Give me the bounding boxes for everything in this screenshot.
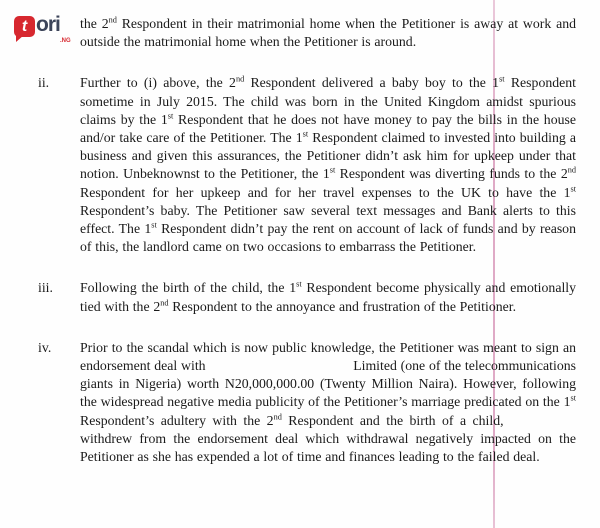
speech-bubble-icon xyxy=(14,16,35,37)
paragraph-iv xyxy=(38,339,576,466)
paragraph-iii xyxy=(38,279,576,315)
paragraph-text: the 2nd Respondent in their matrimonial home when the Petitioner is away at work and outside the matrimonial home when the Petitioner is around. xyxy=(80,15,576,50)
logo-glyph: t xyxy=(21,18,28,35)
paragraph-text xyxy=(80,339,576,466)
paragraph-ii xyxy=(38,74,576,256)
list-marker: ii. xyxy=(38,75,50,91)
paragraph-continuation xyxy=(38,15,576,51)
list-marker: iii. xyxy=(38,280,53,296)
logo-suffix: .NG xyxy=(60,38,71,44)
document-body xyxy=(38,15,576,489)
redaction-gap xyxy=(209,369,349,370)
paragraph-segment: withdrew from the endorsement deal which withdrawal negatively impacted on the Petitioner as she has expended a lot of time and finances leading to the failed deal. xyxy=(80,430,576,465)
logo-text: ori xyxy=(36,13,60,36)
redaction-gap xyxy=(510,424,576,425)
paragraph-segment: Limited (one of the telecommunications giants in Nigeria) worth N20,000,000.00 (Twenty Million Naira). However, following the widespread negative media publicity of the Petitioner’s marriage predicated on the 1st Respondent’s adultery with the 2nd Respondent and the birth of a child, xyxy=(80,358,577,428)
paragraph-text: Further to (i) above, the 2nd Respondent delivered a baby boy to the 1st Respondent sometime in July 2015. The child was born in the United Kingdom amidst spurious claims by the 1st Respondent that he does not have money to pay the bills in the house and/or take care of the Petitioner. The 1st Respondent claimed to invested into building a business and given this assurances, the Petitioner didn’t ask him for upkeep under that notion. Unbeknownst to the Petitioner, the 1st Respondent was diverting funds to the 2nd Respondent for her upkeep and for her travel expenses to the UK to have the 1st Respondent’s baby. The Petitioner saw several text messages and Bank alerts to this effect. The 1st Respondent didn’t pay the rent on account of lack of funds and by reason of this, the landlord came on two occasions to embarrass the Petitioner. xyxy=(80,74,577,255)
paragraph-segment: Prior to the scandal which is now public knowledge, the Petitioner was meant to sign an endorsement deal with xyxy=(80,339,576,374)
list-marker xyxy=(38,15,80,51)
paragraph-text: Following the birth of the child, the 1st Respondent become physically and emotionally tied with the 2nd Respondent to the annoyance and frustration of the Petitioner. xyxy=(80,279,577,314)
list-marker: iv. xyxy=(38,339,52,355)
